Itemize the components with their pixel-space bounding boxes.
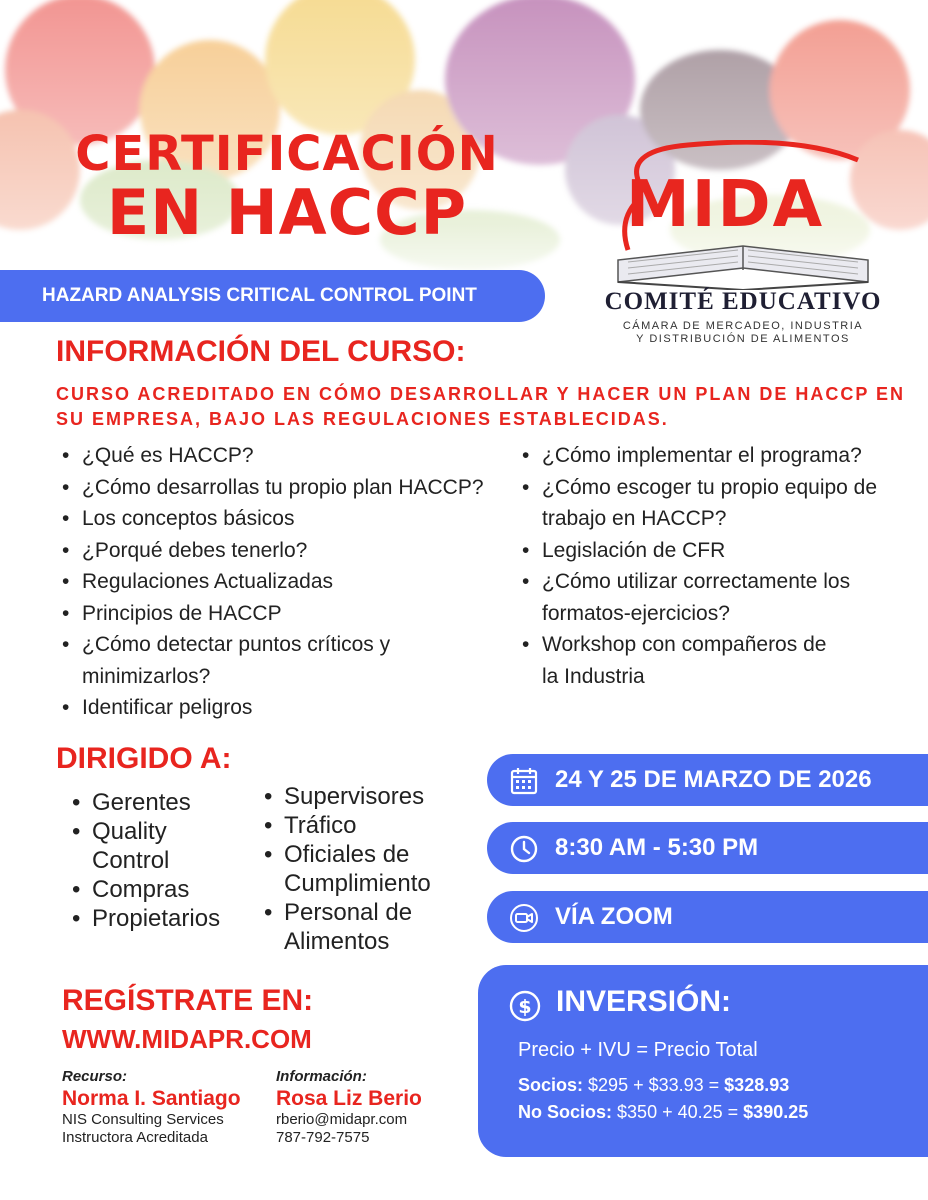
- video-camera-icon: [509, 903, 539, 933]
- list-item: • ¿Qué es HACCP?: [56, 440, 516, 472]
- members-label: Socios:: [518, 1075, 584, 1095]
- register-link[interactable]: WWW.MIDAPR.COM: [62, 1024, 312, 1054]
- list-item: • Tráfico: [264, 811, 464, 840]
- list-item: • ¿Cómo implementar el programa?: [516, 440, 916, 472]
- list-item: • Propietarios: [72, 904, 262, 933]
- resource-label: Recurso:: [62, 1068, 128, 1085]
- price-formula: Precio + IVU = Precio Total: [518, 1039, 758, 1061]
- members-total: $328.93: [724, 1075, 790, 1095]
- logo-wordmark: MIDA: [626, 168, 825, 242]
- list-item: • Los conceptos básicos: [56, 503, 516, 535]
- list-item: • ¿Cómo detectar puntos críticos y minimizarlos?: [56, 629, 442, 692]
- resource-name: Norma I. Santiago: [62, 1087, 241, 1110]
- location-banner: [487, 891, 928, 943]
- list-item: • ¿Cómo escoger tu propio equipo de trabajo en HACCP?: [516, 472, 912, 535]
- time-banner: [487, 822, 928, 874]
- audience-list-right: [264, 782, 464, 956]
- page-title: [62, 126, 512, 249]
- info-contact: [276, 1068, 422, 1147]
- logo-subtitle: [598, 320, 888, 346]
- event-date: 24 Y 25 DE MARZO DE 2026: [555, 766, 872, 793]
- mida-logo: [598, 140, 888, 350]
- nonmembers-price: [518, 1102, 808, 1123]
- date-banner: [487, 754, 928, 806]
- audience-heading: DIRIGIDO A:: [56, 742, 232, 775]
- topics-list-left: [56, 440, 516, 724]
- info-phone[interactable]: 787-792-7575: [276, 1129, 370, 1146]
- dollar-icon: [508, 989, 542, 1023]
- list-item: • Personal de Alimentos: [264, 898, 454, 956]
- list-item: • Legislación de CFR: [516, 535, 916, 567]
- course-info-heading: INFORMACIÓN DEL CURSO:: [56, 335, 466, 368]
- list-item: • Supervisores: [264, 782, 464, 811]
- list-item: • ¿Cómo desarrollas tu propio plan HACCP?: [56, 472, 516, 504]
- resource-company: NIS Consulting Services: [62, 1111, 224, 1128]
- list-item: • Workshop con compañeros de la Industria: [516, 629, 842, 692]
- course-description: CURSO ACREDITADO EN CÓMO DESARROLLAR Y HACER UN PLAN DE HACCP EN SU EMPRESA, BAJO LAS REGULACIONES ESTABLECIDAS.: [56, 384, 906, 429]
- list-item: • Gerentes: [72, 788, 262, 817]
- nonmembers-total: $390.25: [743, 1102, 809, 1122]
- members-calc: $295 + $33.93 =: [588, 1075, 720, 1095]
- topics-list-right: [516, 440, 916, 692]
- investment-box: [478, 965, 928, 1157]
- title-line-2: EN HACCP: [106, 176, 468, 249]
- calendar-icon: [509, 766, 539, 796]
- title-line-1: CERTIFICACIÓN: [75, 126, 499, 182]
- event-time: 8:30 AM - 5:30 PM: [555, 834, 759, 861]
- list-item: • Quality Control: [72, 817, 202, 875]
- list-item: • Oficiales de Cumplimiento: [264, 840, 464, 898]
- list-item: • ¿Cómo utilizar correctamente los formatos-ejercicios?: [516, 566, 902, 629]
- info-label: Información:: [276, 1068, 367, 1085]
- nonmembers-label: No Socios:: [518, 1102, 613, 1122]
- resource-role: Instructora Acreditada: [62, 1129, 208, 1146]
- register-heading: REGÍSTRATE EN:: [62, 984, 314, 1017]
- logo-comite: COMITÉ EDUCATIVO: [604, 288, 882, 315]
- logo-subtitle-line-1: CÁMARA DE MERCADEO, INDUSTRIA: [622, 320, 864, 332]
- info-email[interactable]: rberio@midapr.com: [276, 1111, 408, 1128]
- list-item: • Compras: [72, 875, 262, 904]
- list-item: • Regulaciones Actualizadas: [56, 566, 516, 598]
- audience-list-left: [72, 788, 262, 933]
- list-item: • Principios de HACCP: [56, 598, 516, 630]
- members-price: [518, 1075, 789, 1096]
- svg-text:$: $: [518, 996, 532, 1018]
- nonmembers-calc: $350 + 40.25 =: [617, 1102, 739, 1122]
- subtitle-banner: HAZARD ANALYSIS CRITICAL CONTROL POINT: [0, 270, 545, 322]
- list-item: • Identificar peligros: [56, 692, 516, 724]
- info-name: Rosa Liz Berio: [276, 1087, 422, 1110]
- investment-title: INVERSIÓN:: [556, 985, 732, 1018]
- resource-contact: [62, 1068, 241, 1147]
- logo-subtitle-line-2: Y DISTRIBUCIÓN DE ALIMENTOS: [636, 333, 850, 345]
- event-location: VÍA ZOOM: [555, 903, 673, 930]
- list-item: • ¿Porqué debes tenerlo?: [56, 535, 516, 567]
- clock-icon: [509, 834, 539, 864]
